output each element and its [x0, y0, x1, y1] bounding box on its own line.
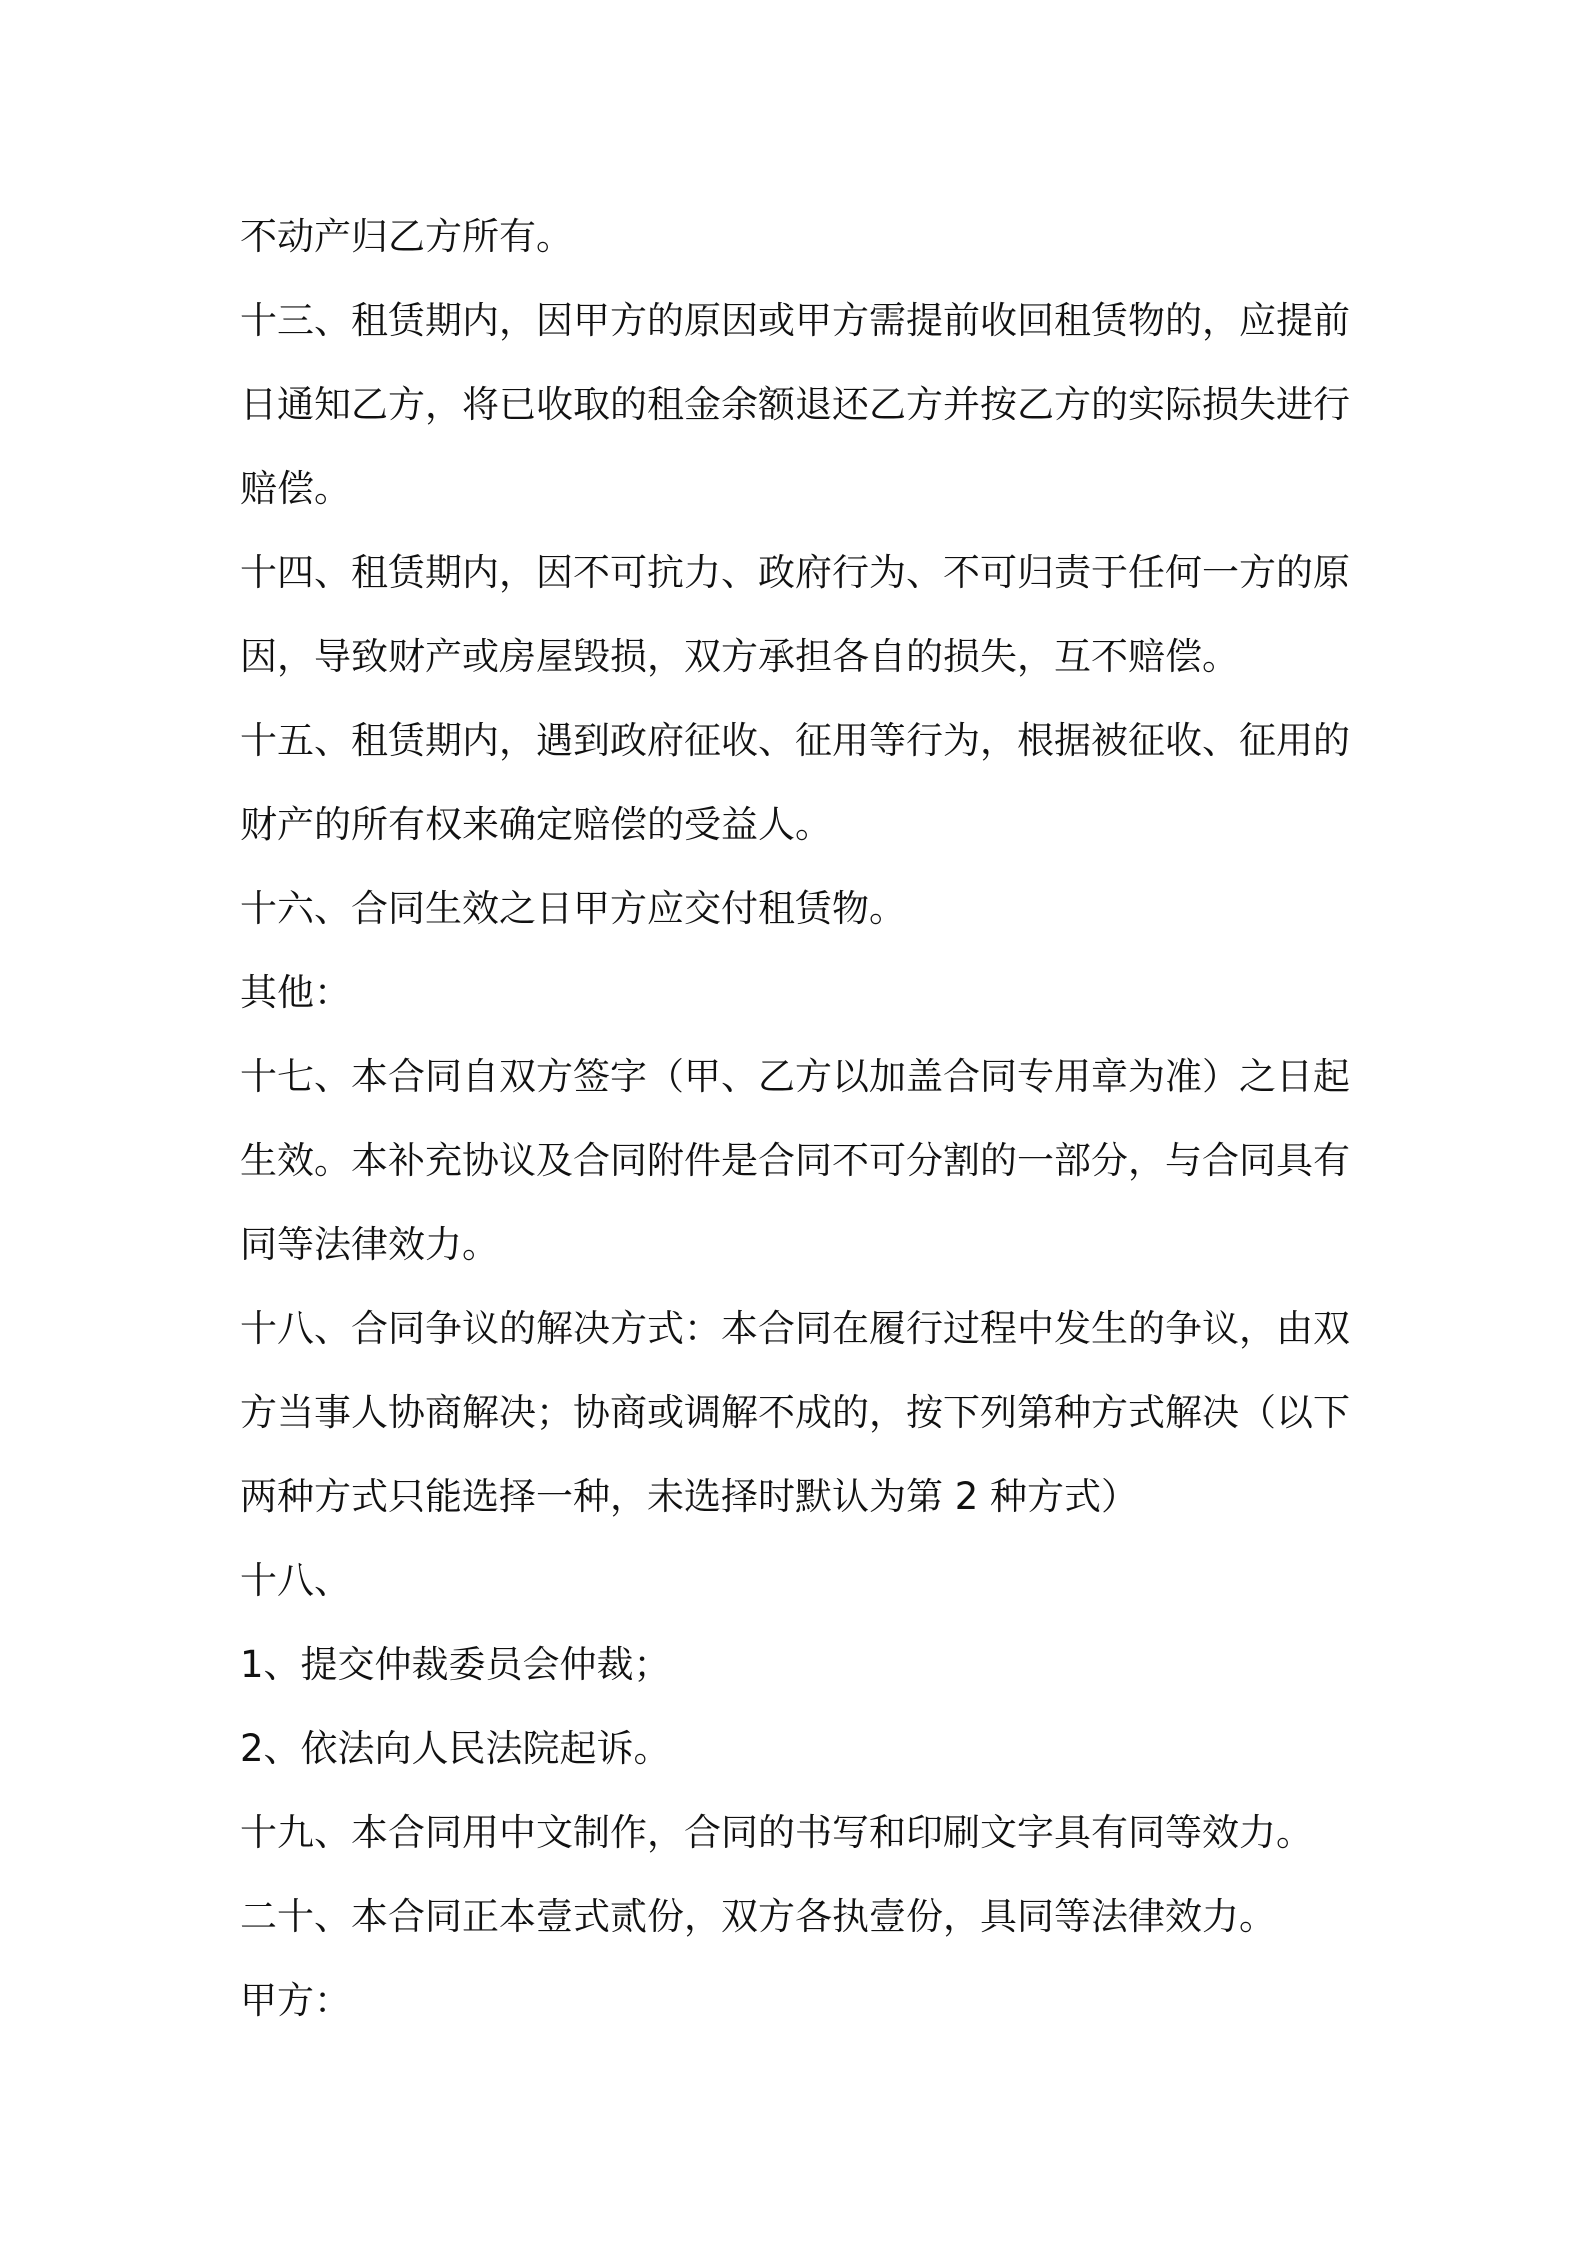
text-line: 十八、 [240, 1559, 351, 1602]
section-heading-other: 其他： [240, 971, 351, 1014]
text-line: 日通知乙方，将已收取的租金余额退还乙方并按乙方的实际损失进行 [240, 383, 1350, 426]
text-line: 十八、合同争议的解决方式：本合同在履行过程中发生的争议，由双 [240, 1307, 1350, 1350]
text-line: 十七、本合同自双方签字（甲、乙方以加盖合同专用章为准）之日起 [240, 1055, 1350, 1098]
text-line: 十四、租赁期内，因不可抗力、政府行为、不可归责于任何一方的原 [240, 551, 1350, 594]
party-a-signature-label: 甲方： [240, 1979, 351, 2022]
text-line: 十五、租赁期内，遇到政府征收、征用等行为，根据被征收、征用的 [240, 719, 1350, 762]
text-line: 不动产归乙方所有。 [240, 215, 573, 258]
text-line: 十九、本合同用中文制作，合同的书写和印刷文字具有同等效力。 [240, 1811, 1313, 1854]
text-line: 财产的所有权来确定赔偿的受益人。 [240, 803, 832, 846]
document-body [240, 195, 1370, 2043]
text-line: 因，导致财产或房屋毁损，双方承担各自的损失，互不赔偿。 [240, 635, 1239, 678]
text-line: 方当事人协商解决；协商或调解不成的，按下列第种方式解决（以下 [240, 1391, 1350, 1434]
text-line: 十三、租赁期内，因甲方的原因或甲方需提前收回租赁物的，应提前 [240, 299, 1350, 342]
text-line: 赔偿。 [240, 467, 351, 510]
text-line: 生效。本补充协议及合同附件是合同不可分割的一部分，与合同具有 [240, 1139, 1350, 1182]
list-item: 2、依法向人民法院起诉。 [240, 1727, 671, 1770]
text-line: 两种方式只能选择一种，未选择时默认为第 2 种方式） [240, 1475, 1139, 1518]
list-item: 1、提交仲裁委员会仲裁； [240, 1643, 671, 1686]
text-line: 二十、本合同正本壹式贰份，双方各执壹份，具同等法律效力。 [240, 1895, 1276, 1938]
text-line: 十六、合同生效之日甲方应交付租赁物。 [240, 887, 906, 930]
text-line: 同等法律效力。 [240, 1223, 499, 1266]
